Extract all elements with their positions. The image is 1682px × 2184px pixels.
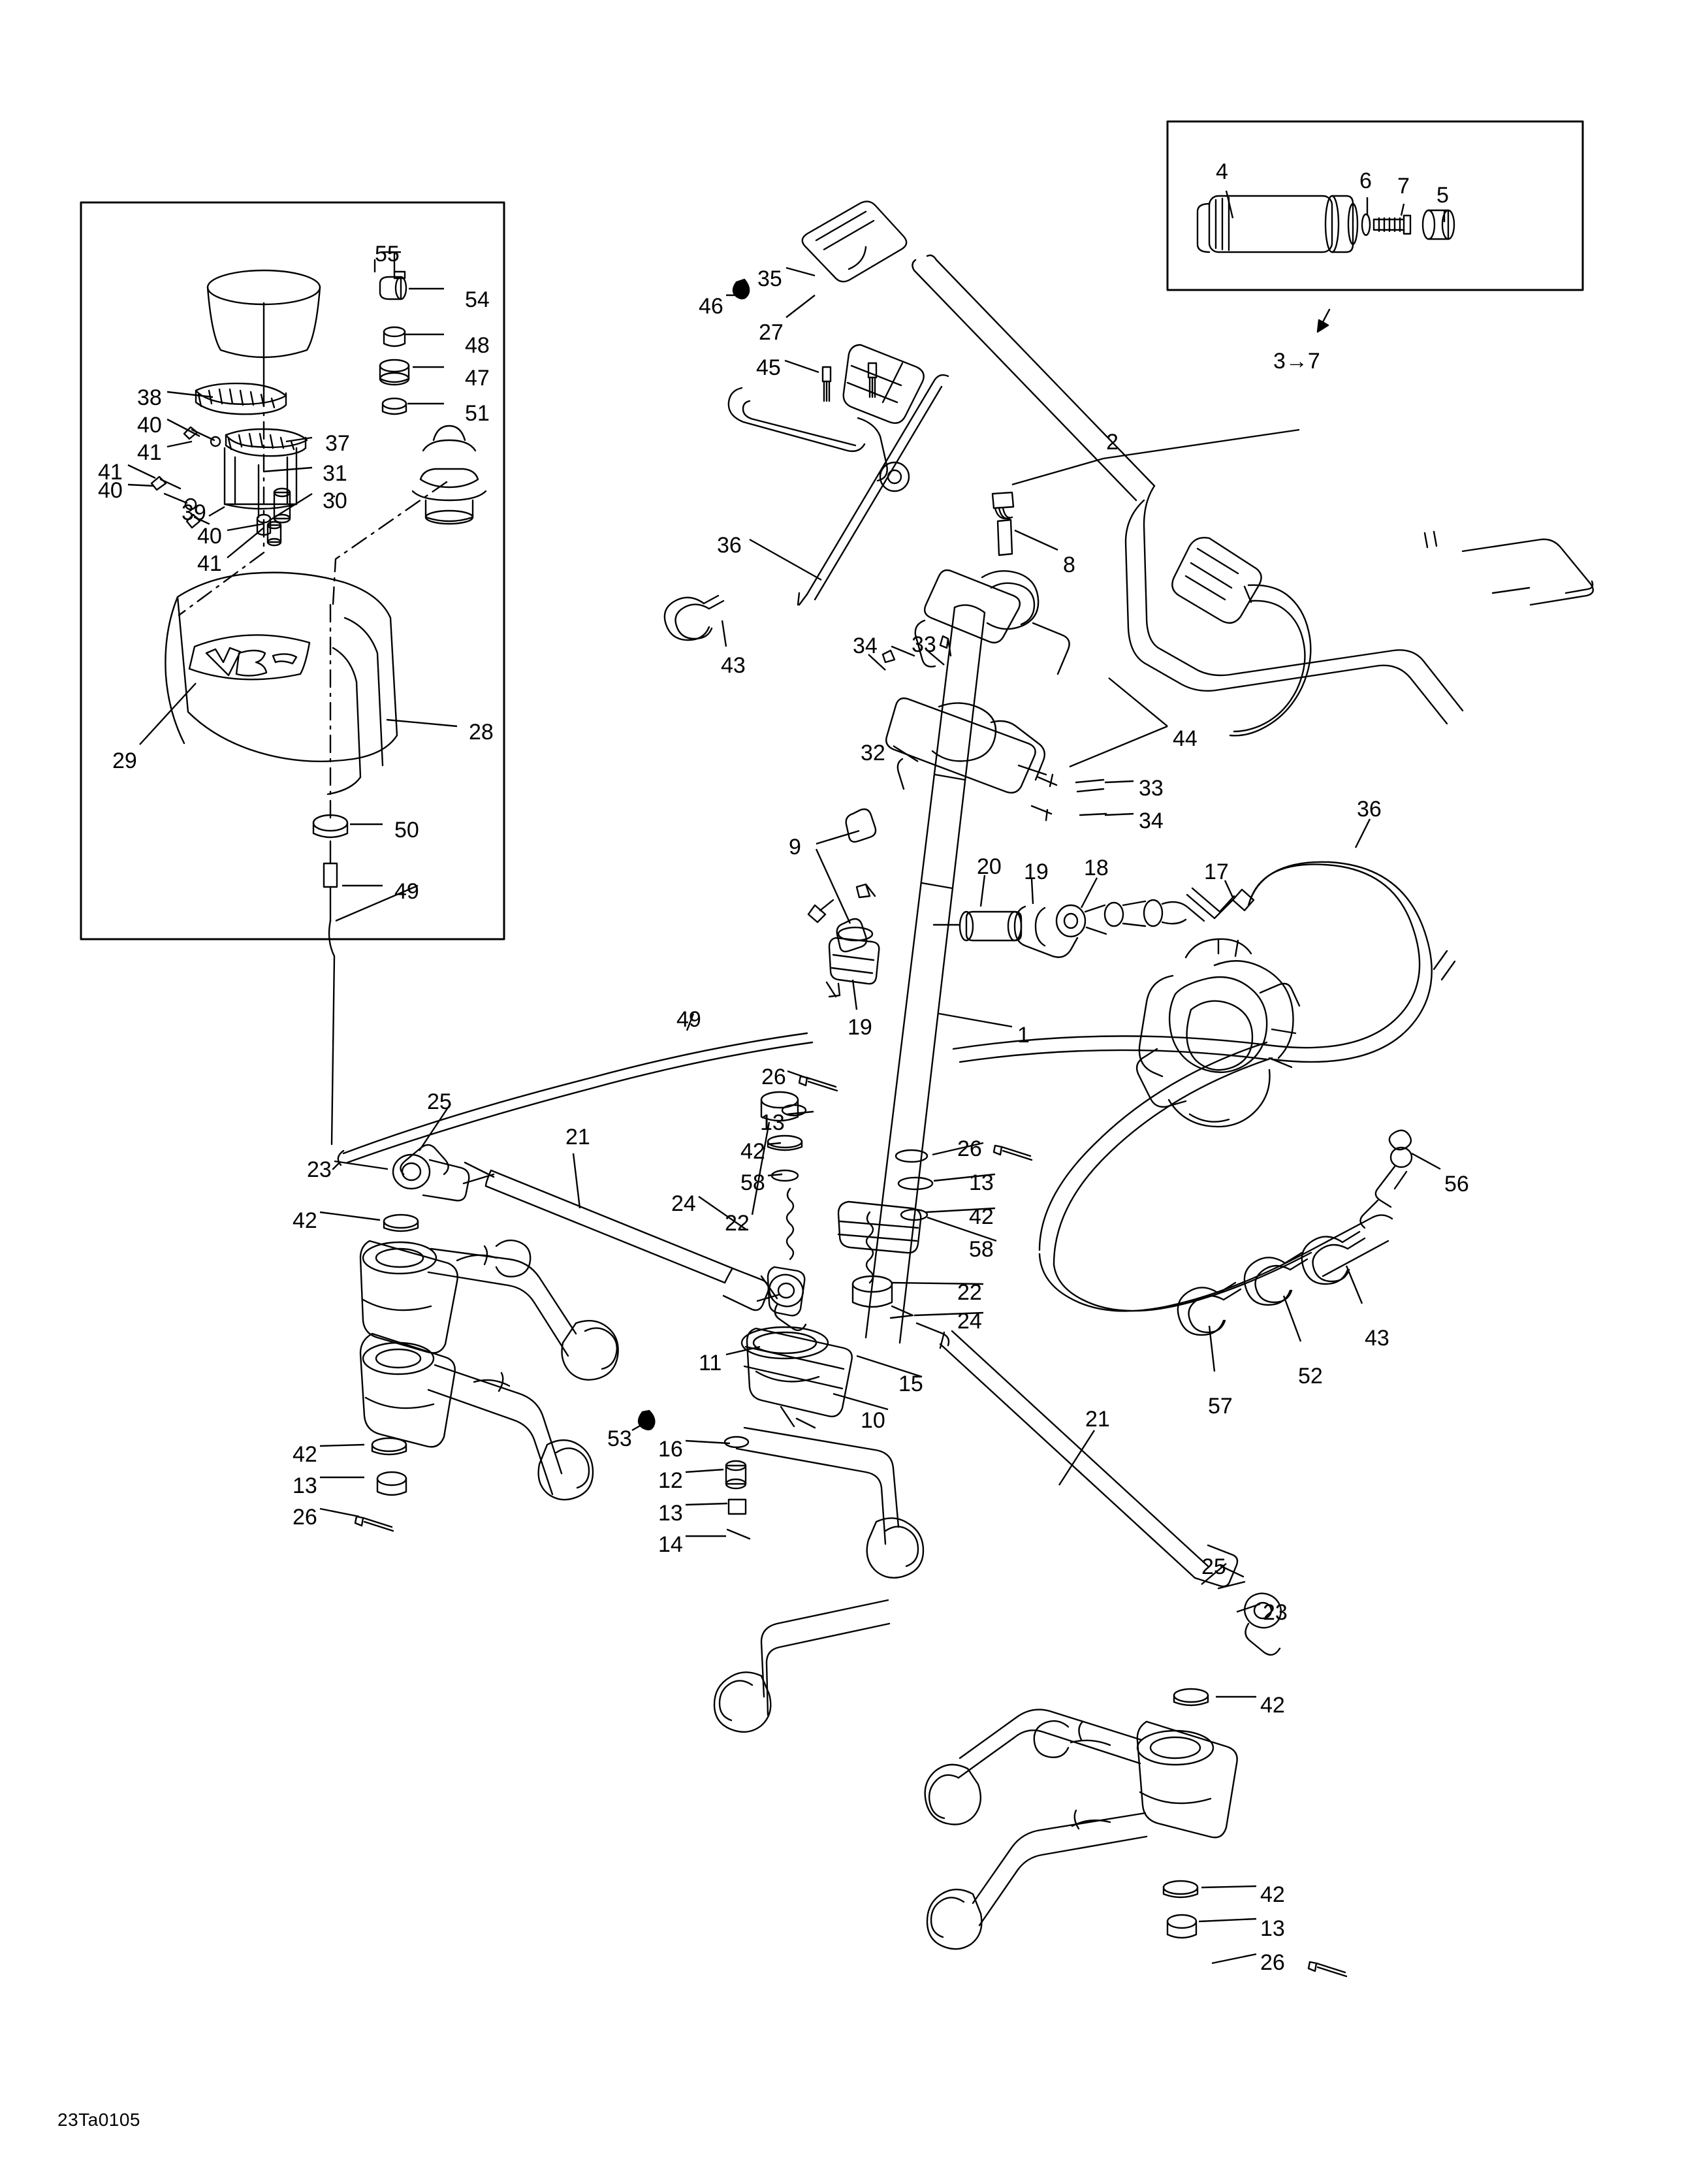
callout-32: 32 xyxy=(861,741,885,765)
callout-26-c: 26 xyxy=(293,1505,317,1530)
callout-13-a: 13 xyxy=(760,1110,785,1135)
callout-41-b: 41 xyxy=(98,460,123,485)
callout-38: 38 xyxy=(137,385,162,410)
callout-50: 50 xyxy=(394,818,419,843)
callout-1: 1 xyxy=(1017,1023,1030,1048)
callout-24-a: 24 xyxy=(671,1191,696,1216)
callout-35: 35 xyxy=(757,266,782,291)
callout-53: 53 xyxy=(607,1426,632,1451)
callout-56: 56 xyxy=(1444,1172,1469,1196)
callout-26-a: 26 xyxy=(761,1065,786,1089)
callout-42-e: 42 xyxy=(1260,1693,1285,1718)
callout-21-a: 21 xyxy=(565,1125,590,1149)
callout-33-a: 33 xyxy=(912,632,936,657)
callout-47: 47 xyxy=(465,366,490,391)
callout-58-b: 58 xyxy=(969,1237,994,1262)
callout-19-a: 19 xyxy=(1024,859,1049,884)
callout-49-a: 49 xyxy=(394,879,419,904)
callout-22-a: 22 xyxy=(725,1211,750,1236)
callout-6: 6 xyxy=(1359,169,1372,193)
callout-14: 14 xyxy=(658,1532,683,1557)
callout-40-a: 40 xyxy=(137,413,162,438)
callout-45: 45 xyxy=(756,355,781,380)
callout-13-d: 13 xyxy=(658,1501,683,1526)
callout-13-e: 13 xyxy=(1260,1916,1285,1941)
callout-42-c: 42 xyxy=(293,1208,317,1233)
callout-37: 37 xyxy=(325,431,350,456)
callout-11: 11 xyxy=(699,1351,722,1375)
callout-23-a: 23 xyxy=(307,1157,332,1182)
drawing-code: 23Ta0105 xyxy=(57,2110,141,2130)
callout-15: 15 xyxy=(898,1372,923,1396)
callout-23-b: 23 xyxy=(1263,1600,1288,1625)
callout-30: 30 xyxy=(323,489,347,513)
callout-44: 44 xyxy=(1173,726,1198,751)
callout-13-c: 13 xyxy=(293,1473,317,1498)
callout-41-c: 41 xyxy=(197,551,222,576)
callout-28: 28 xyxy=(469,720,494,745)
callout-17: 17 xyxy=(1204,859,1229,884)
callout-34-a: 34 xyxy=(853,634,878,658)
callout-46: 46 xyxy=(699,294,723,319)
callout-5: 5 xyxy=(1436,183,1449,208)
callout-27: 27 xyxy=(759,320,784,345)
callout-36-b: 36 xyxy=(1357,797,1382,822)
callout-43-b: 43 xyxy=(1365,1326,1389,1351)
callout-19-b: 19 xyxy=(848,1015,872,1040)
callout-40-b: 40 xyxy=(98,478,123,503)
callout-8: 8 xyxy=(1063,553,1075,577)
callout-51: 51 xyxy=(465,401,490,426)
callout-31: 31 xyxy=(323,461,347,486)
callout-54: 54 xyxy=(465,287,490,312)
callout-52: 52 xyxy=(1298,1364,1323,1389)
callout-12: 12 xyxy=(658,1468,683,1493)
callout-16: 16 xyxy=(658,1437,683,1462)
callout-42-f: 42 xyxy=(1260,1882,1285,1907)
callout-34-b: 34 xyxy=(1139,809,1164,833)
callout-7: 7 xyxy=(1397,174,1410,199)
callout-42-d: 42 xyxy=(293,1442,317,1467)
callout-20: 20 xyxy=(977,854,1002,879)
callout-21-b: 21 xyxy=(1085,1407,1110,1432)
callout-36-a: 36 xyxy=(717,533,742,558)
callout-25-a: 25 xyxy=(427,1089,452,1114)
callout-18: 18 xyxy=(1084,856,1109,880)
callout-26-b: 26 xyxy=(957,1136,982,1161)
callout-2: 2 xyxy=(1106,430,1119,455)
callout-42-b: 42 xyxy=(969,1204,994,1229)
callout-26-d: 26 xyxy=(1260,1950,1285,1975)
callout-39: 39 xyxy=(182,500,206,525)
callout-57: 57 xyxy=(1208,1394,1233,1419)
grip-inset-range-label: 3→7 xyxy=(1273,349,1320,374)
callout-43-a: 43 xyxy=(721,653,746,678)
callout-24-b: 24 xyxy=(957,1309,982,1334)
callout-33-b: 33 xyxy=(1139,776,1164,801)
callout-9: 9 xyxy=(789,835,801,859)
callout-13-b: 13 xyxy=(969,1170,994,1195)
callout-55: 55 xyxy=(375,242,400,266)
callout-41-a: 41 xyxy=(137,440,162,465)
callout-22-b: 22 xyxy=(957,1280,982,1305)
callout-10: 10 xyxy=(861,1408,885,1433)
callout-4: 4 xyxy=(1216,159,1228,184)
callout-49-b: 49 xyxy=(676,1007,701,1032)
callout-40-c: 40 xyxy=(197,524,222,549)
callout-48: 48 xyxy=(465,333,490,358)
callout-42-a: 42 xyxy=(740,1139,765,1164)
callout-58-a: 58 xyxy=(740,1170,765,1195)
callout-25-b: 25 xyxy=(1201,1554,1226,1579)
callout-29: 29 xyxy=(112,748,137,773)
